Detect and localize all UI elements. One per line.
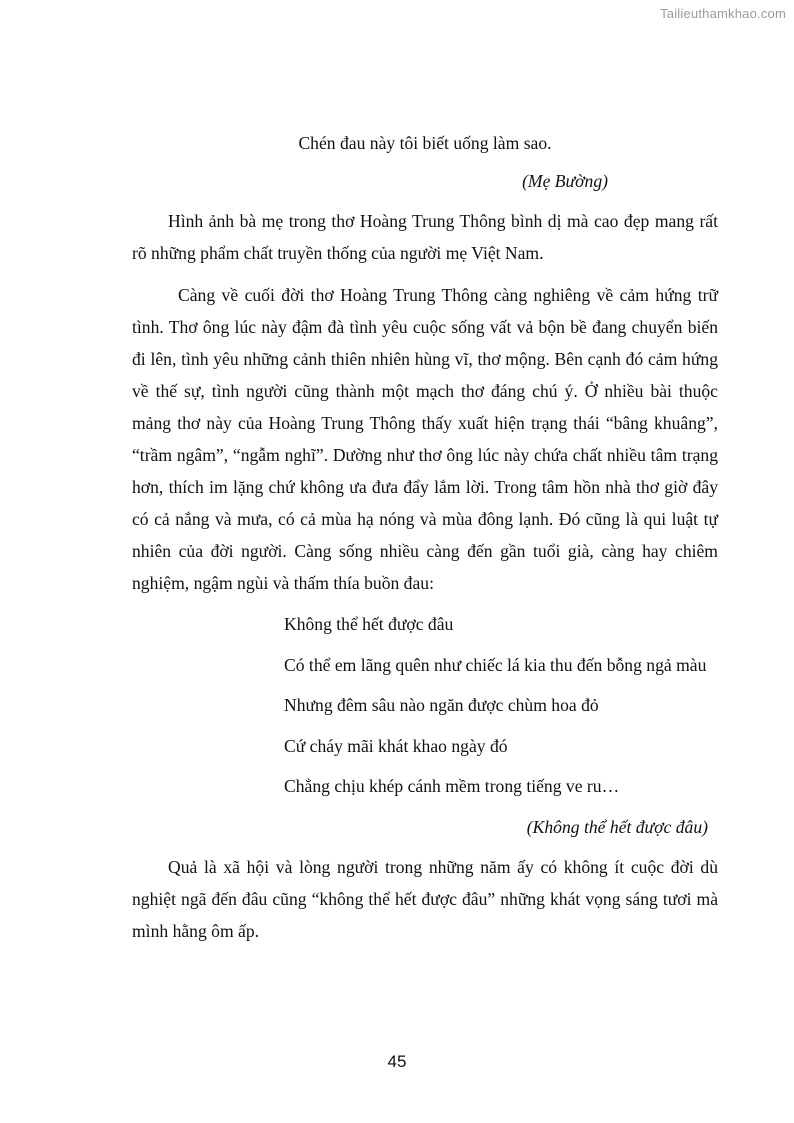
poem-block [132, 604, 718, 807]
top-verse-source: (Mẹ Bường) [522, 171, 608, 191]
poem-line: Không thể hết được đâu [284, 614, 454, 634]
poem-line: Có thể em lãng quên như chiếc lá kia thu đến bỗng ngả màu [284, 654, 707, 675]
watermark: Tailieuthamkhao.com [660, 6, 786, 21]
paragraph-3: Quả là xã hội và lòng người trong những năm ấy có không ít cuộc đời dù nghiệt ngã đến đâu cũng “không thể hết được đâu” những khát vọng sáng tươi mà mình hằng ôm ấp. [132, 856, 718, 941]
poem-line: Chẳng chịu khép cánh mềm trong tiếng ve ru… [284, 776, 620, 796]
top-verse-line: Chén đau này tôi biết uống làm sao. [298, 133, 552, 153]
page-number: 45 [387, 1052, 407, 1071]
paragraph-2: Càng về cuối đời thơ Hoàng Trung Thông càng nghiêng về cảm hứng trữ tình. Thơ ông lúc này đậm đà tình yêu cuộc sống vất vả bộn bề đang chuyển biến đi lên, tình yêu những cảnh thiên nhiên hùng vĩ, thơ mộng. Bên cạnh đó cảm hứng về thế sự, tình người cũng thành một mạch thơ đáng chú ý. Ở nhiều bài thuộc mảng thơ này của Hoàng Trung Thông thấy xuất hiện trạng thái “bâng khuâng”, “trầm ngâm”, “ngẫm nghĩ”. Dường như thơ ông lúc này chứa chất nhiều tâm trạng hơn, thích im lặng chứ không ưa đưa đẩy lắm lời. Trong tâm hồn nhà thơ giờ đây có cả nắng và mưa, có cả mùa hạ nóng và mùa đông lạnh. Đó cũng là qui luật tự nhiên của đời người. Càng sống nhiều càng đến gần tuổi già, càng hay chiêm nghiệm, ngậm ngùi và thấm thía buồn đau: [132, 285, 718, 593]
poem-line: Nhưng đêm sâu nào ngăn được chùm hoa đỏ [284, 695, 599, 715]
paragraph-1: Hình ảnh bà mẹ trong thơ Hoàng Trung Thông bình dị mà cao đẹp mang rất rõ những phẩm chất truyền thống của người mẹ Việt Nam. [132, 211, 718, 263]
document-body [132, 127, 718, 947]
poem-line: Cứ cháy mãi khát khao ngày đó [284, 735, 508, 756]
poem-source: (Không thể hết được đâu) [526, 816, 708, 837]
